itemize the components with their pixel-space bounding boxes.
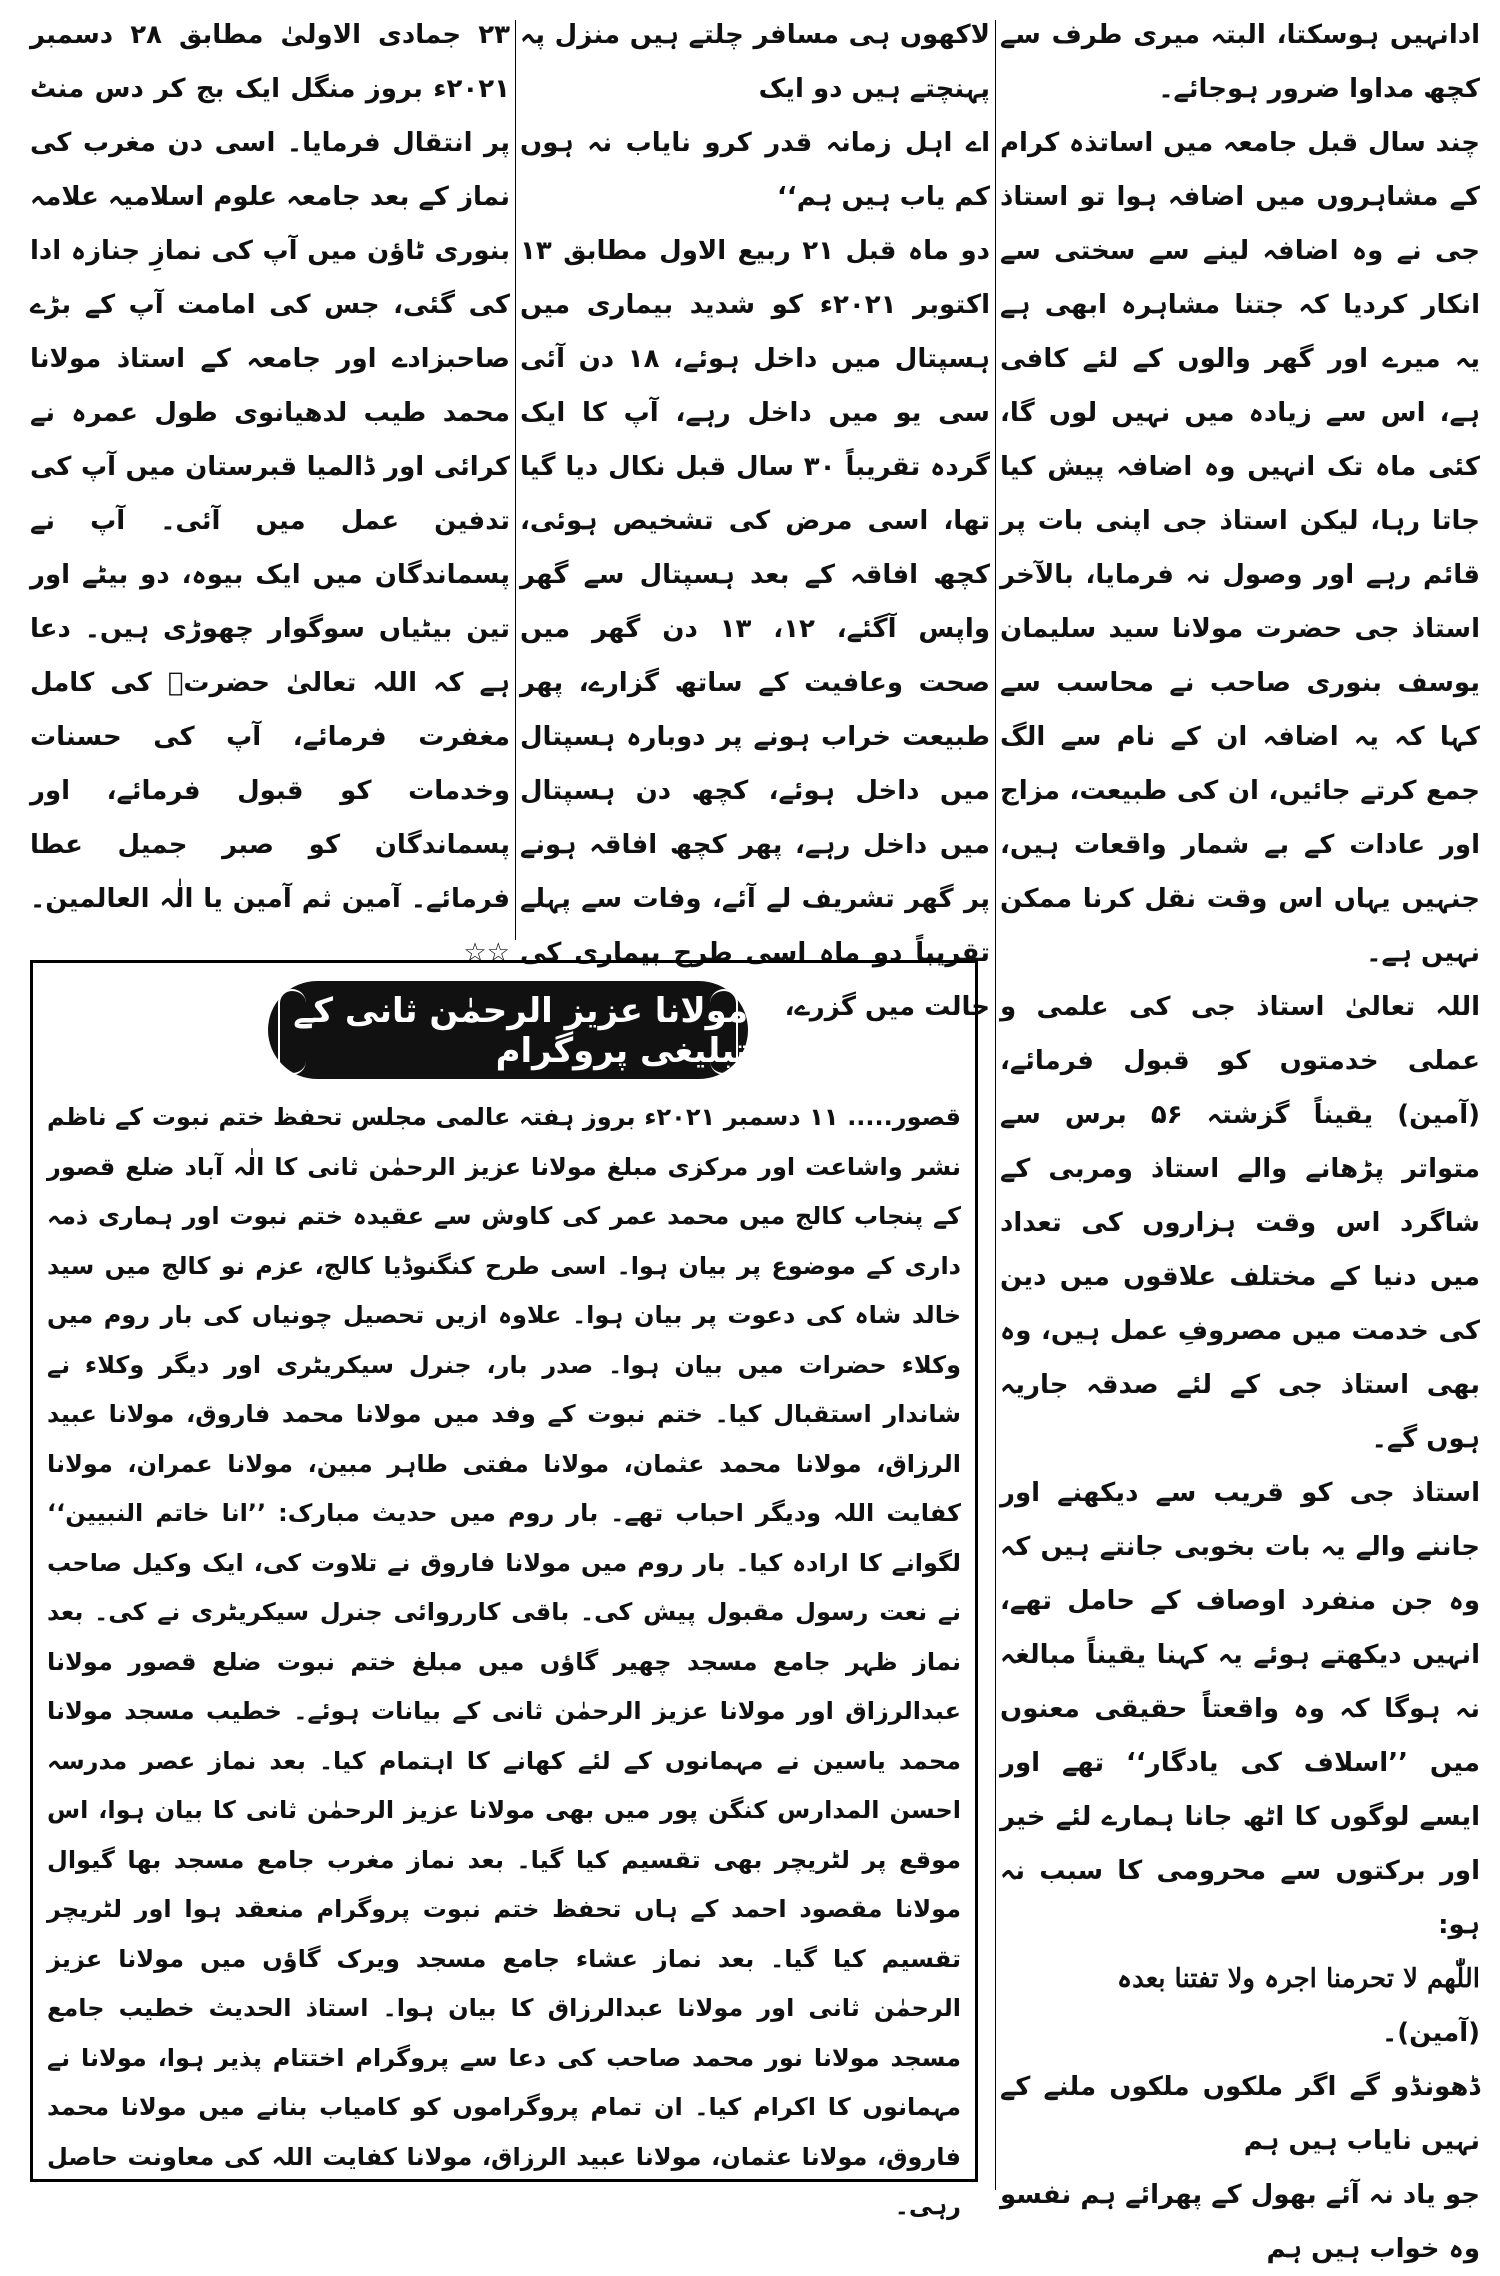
column-middle xyxy=(520,8,990,1034)
column-divider xyxy=(515,20,516,940)
paragraph: ادانہیں ہوسکتا، البتہ میری طرف سے کچھ مداوا ضرور ہوجائے۔ xyxy=(1000,20,1480,104)
paragraph: چند سال قبل جامعہ میں اساتذہ کرام کے مشاہروں میں اضافہ ہوا تو استاذ جی نے وہ اضافہ لینے سے سختی سے انکار کردیا کہ جتنا مشاہرہ ابھی ہے یہ میرے اور گھر والوں کے لئے کافی ہے، اس سے زیادہ میں نہیں لوں گا، کئی ماہ تک انہیں وہ اضافہ پیش کیا جاتا رہا، لیکن استاذ جی اپنی بات پر قائم رہے اور وصول نہ فرمایا، بالآخر استاذ جی حضرت مولانا سید سلیمان یوسف بنوری صاحب نے محاسب سے کہا کہ یہ اضافہ ان کے نام سے الگ جمع کرتے جائیں، ان کی طبیعت، مزاج اور عادات کے بے شمار واقعات ہیں، جنہیں یہاں اس وقت نقل کرنا ممکن نہیں ہے۔ xyxy=(1000,128,1480,968)
poem-line: لاکھوں ہی مسافر چلتے ہیں منزل پہ پہنچتے ہیں دو ایک xyxy=(520,20,990,104)
poem-line: اے اہل زمانہ قدر کرو نایاب نہ ہوں کم یاب ہیں ہم‘‘ xyxy=(520,128,990,212)
paragraph: ۲۳ جمادی الاولیٰ مطابق ۲۸ دسمبر ۲۰۲۱ء بروز منگل ایک بج کر دس منٹ پر انتقال فرمایا۔ اسی دن مغرب کی نماز کے بعد جامعہ علوم اسلامیہ علامہ بنوری ٹاؤن میں آپ کی نمازِ جنازہ ادا کی گئی، جس کی امامت آپ کے بڑے صاحبزادے اور جامعہ کے استاذ مولانا محمد طیب لدھیانوی طول عمرہ نے کرائی اور ڈالمیا قبرستان میں آپ کی تدفین عمل میں آئی۔ آپ نے پسماندگان میں ایک بیوہ، دو بیٹے اور تین بیٹیاں سوگوار چھوڑی ہیں۔ دعا ہے کہ اللہ تعالیٰ حضرتؒ کی کامل مغفرت فرمائے، آپ کی حسنات وخدمات کو قبول فرمائے، اور پسماندگان کو صبر جمیل عطا فرمائے۔ آمین ثم آمین یا الٰہ العالمین۔☆☆ xyxy=(30,20,510,968)
arabic-prayer: اللّٰھم لا تحرمنا اجرہ ولا تفتنا بعدہ xyxy=(1116,1964,1480,1994)
paragraph: اللہ تعالیٰ استاذ جی کی علمی و عملی خدمتوں کو قبول فرمائے، (آمین) یقیناً گزشتہ ۵۶ برس سے متواتر پڑھانے والے استاذ ومربی کے شاگرد اس وقت ہزاروں کی تعداد میں دنیا کے مختلف علاقوں میں دین کی خدمت میں مصروفِ عمل ہیں، وہ بھی استاذ جی کے لئے صدقہ جاریہ ہوں گے۔ xyxy=(1000,992,1480,1454)
box-body: قصور..... ۱۱ دسمبر ۲۰۲۱ء بروز ہفتہ عالمی مجلس تحفظ ختم نبوت کے ناظم نشر واشاعت اور مرکزی مبلغ مولانا عزیز الرحمٰن ثانی کا الٰہ آباد ضلع قصور کے پنجاب کالج میں محمد عمر کی کاوش سے عقیدہ ختم نبوت اور ہماری ذمہ داری کے موضوع پر بیان ہوا۔ اسی طرح کنگنوڈیا کالج، عزم نو کالج میں سید خالد شاہ کی دعوت پر بیان ہوا۔ علاوہ ازیں تحصیل چونیاں کی بار روم میں وکلاء حضرات میں بیان ہوا۔ صدر بار، جنرل سیکریٹری اور دیگر وکلاء نے شاندار استقبال کیا۔ ختم نبوت کے وفد میں مولانا محمد فاروق، مولانا عبید الرزاق، مولانا محمد عثمان، مولانا مفتی طاہر مبین، مولانا عمران، مولانا کفایت اللہ ودیگر احباب تھے۔ بار روم میں حدیث مبارک: ’’انا خاتم النبیین‘‘ لگوانے کا ارادہ کیا۔ بار روم میں مولانا فاروق نے تلاوت کی، ایک وکیل صاحب نے نعت رسول مقبول پیش کی۔ باقی کارروائی جنرل سیکریٹری نے کی۔ بعد نماز ظہر جامع مسجد چھیر گاؤں میں مبلغ ختم نبوت ضلع قصور مولانا عبدالرزاق اور مولانا عزیز الرحمٰن ثانی کے بیانات ہوئے۔ خطیب مسجد مولانا محمد یاسین نے مہمانوں کے لئے کھانے کا اہتمام کیا۔ بعد نماز عصر مدرسہ احسن المدارس کنگن پور میں بھی مولانا عزیز الرحمٰن ثانی کا بیان ہوا، اس موقع پر لٹریچر بھی تقسیم کیا گیا۔ بعد نماز مغرب جامع مسجد بھا گیوال مولانا مقصود احمد کے ہاں تحفظ ختم نبوت پروگرام منعقد ہوا اور لٹریچر تقسیم کیا گیا۔ بعد نماز عشاء جامع مسجد ویرک گاؤں میں مولانا عزیز الرحمٰن ثانی اور مولانا عبدالرزاق کا بیان ہوا۔ استاذ الحدیث خطیب جامع مسجد مولانا نور محمد صاحب کی دعا سے پروگرام اختتام پذیر ہوا، مولانا نے مہمانوں کا اکرام کیا۔ ان تمام پروگراموں کو کامیاب بنانے میں مولانا محمد فاروق، مولانا عثمان، مولانا عبید الرزاق، مولانا کفایت اللہ کی معاونت حاصل رہی۔ xyxy=(47,1103,962,2220)
box-heading: مولانا عزیز الرحمٰن ثانی کے تبلیغی پروگرام xyxy=(268,981,748,1079)
column-divider xyxy=(995,20,996,2190)
column-left xyxy=(30,8,510,980)
amen-text: (آمین)۔ xyxy=(1381,2018,1480,2048)
paragraph: دو ماہ قبل ۲۱ ربیع الاول مطابق ۱۳ اکتوبر ۲۰۲۱ء کو شدید بیماری میں ہسپتال میں داخل ہوئے، ۱۸ دن آئی سی یو میں داخل رہے، آپ کا ایک گردہ تقریباً ۳۰ سال قبل نکال دیا گیا تھا، اسی مرض کی تشخیص ہوئی، کچھ افاقہ کے بعد ہسپتال سے گھر واپس آگئے، ۱۲، ۱۳ دن گھر میں صحت وعافیت کے ساتھ گزارے، پھر طبیعت خراب ہونے پر دوبارہ ہسپتال میں داخل ہوئے، کچھ دن ہسپتال میں داخل رہے، پھر کچھ افاقہ ہونے پر گھر تشریف لے آئے، وفات سے پہلے تقریباً دو ماہ اسی طرح بیماری کی حالت میں گزرے، xyxy=(520,236,991,1022)
column-right xyxy=(1000,8,1480,2276)
poem-line: ڈھونڈو گے اگر ملکوں ملکوں ملنے کے نہیں نایاب ہیں ہم xyxy=(1000,2072,1480,2156)
paragraph: استاذ جی کو قریب سے دیکھنے اور جاننے والے یہ بات بخوبی جانتے ہیں کہ وہ جن منفرد اوصاف کے حامل تھے، انہیں دیکھتے ہوئے یہ کہنا یقیناً مبالغہ نہ ہوگا کہ وہ واقعتاً حقیقی معنوں میں ’’اسلاف کی یادگار‘‘ تھے اور ایسے لوگوں کا اٹھ جانا ہمارے لئے خیر اور برکتوں سے محرومی کا سبب نہ ہو: xyxy=(1000,1478,1480,1940)
poem-line: جو یاد نہ آئے بھول کے پھرائے ہم نفسو وہ خواب ہیں ہم xyxy=(1000,2180,1480,2264)
news-box xyxy=(30,960,978,2220)
